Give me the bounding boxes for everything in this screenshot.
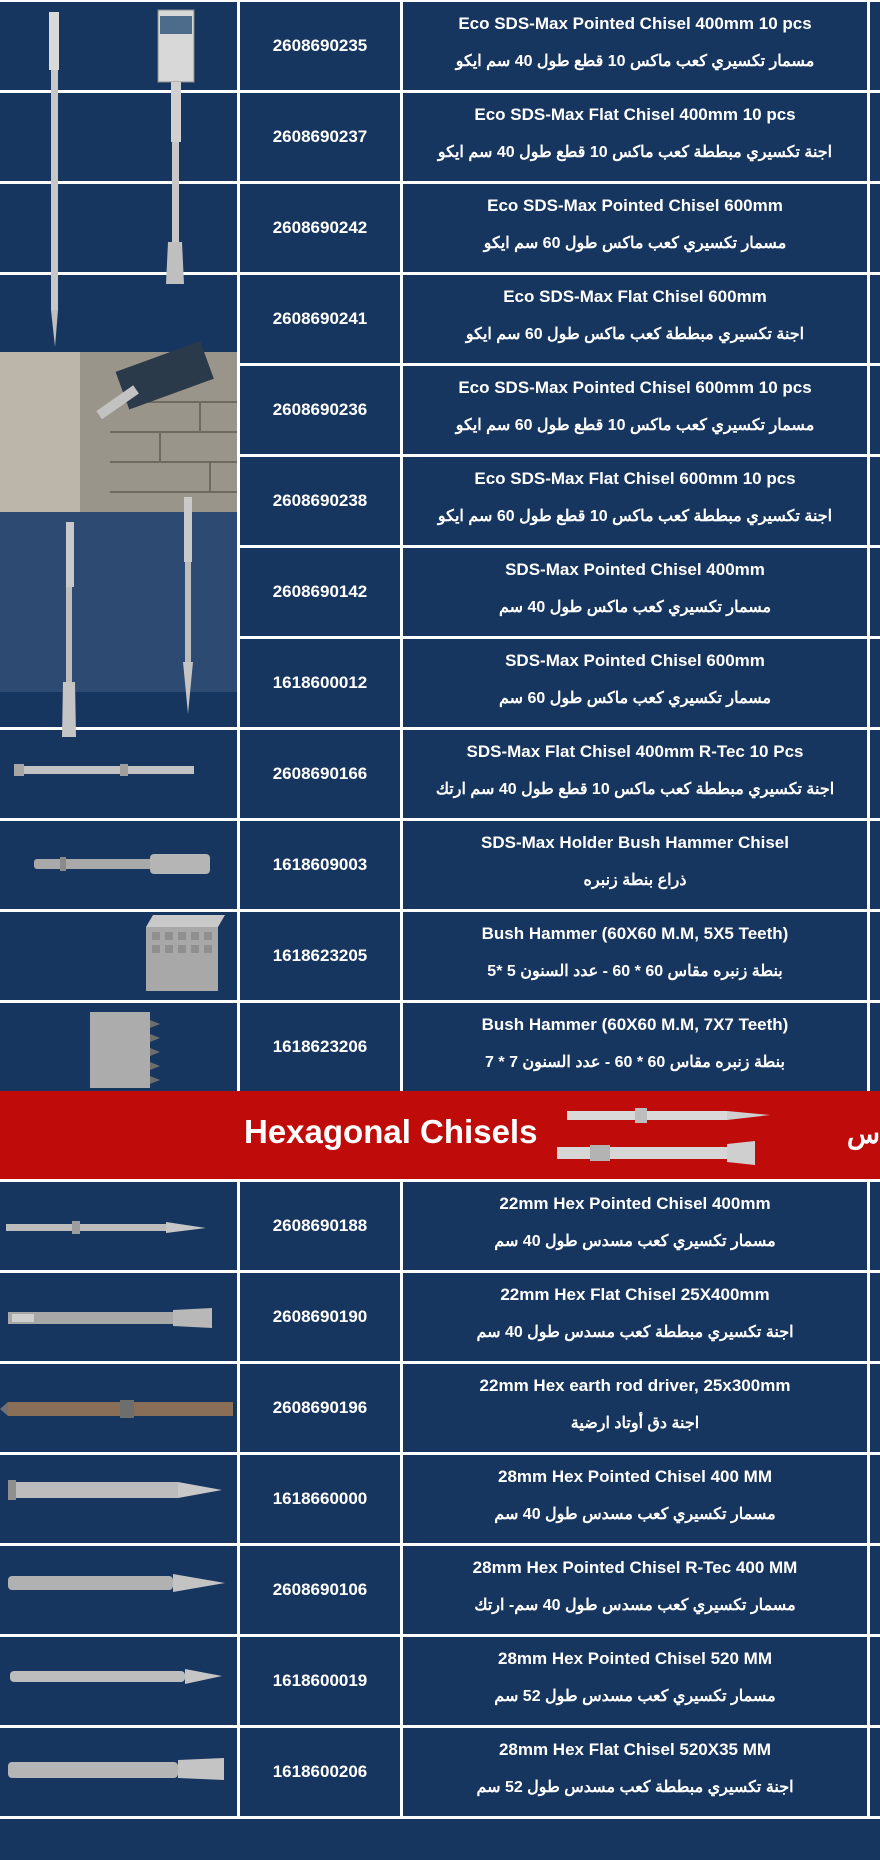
edge-strip	[870, 639, 880, 727]
hex-chisel-illustrations	[0, 1182, 237, 1816]
product-description	[403, 1003, 867, 1091]
product-description	[403, 1546, 867, 1634]
product-name-ar: بنطة زنبره مقاس 60 * 60 - عدد السنون 5 *5	[487, 963, 783, 980]
product-name-en: 22mm Hex Flat Chisel 25X400mm	[500, 1285, 770, 1304]
edge-strip	[870, 1182, 880, 1270]
product-name-en: 22mm Hex Pointed Chisel 400mm	[499, 1194, 771, 1213]
product-name-ar: اجنة تكسيري مبططة كعب ماكس 10 قطع طول 40 سم ايكو	[437, 144, 833, 161]
product-name-ar: اجنة تكسيري مبططة كعب مسدس طول 40 سم	[476, 1324, 794, 1341]
section-title: Hexagonal Chisels	[244, 1113, 538, 1150]
edge-strip	[870, 275, 880, 363]
edge-strip	[870, 1003, 880, 1091]
edge-strip	[870, 93, 880, 181]
product-name-en: Bush Hammer (60X60 M.M, 5X5 Teeth)	[481, 924, 789, 943]
edge-strip	[870, 1728, 880, 1816]
product-description	[403, 639, 867, 727]
product-code: 2608690236	[240, 366, 400, 454]
product-code: 1618623205	[240, 912, 400, 1000]
product-name-ar: مسمار تكسيري كعب مسدس طول 40 سم- ارتك	[474, 1597, 796, 1614]
hex-flat-chisel-520-image	[8, 1758, 224, 1780]
product-name-ar: بنطة زنبره مقاس 60 * 60 - عدد السنون 7 * 7	[485, 1054, 785, 1071]
product-name-en: 28mm Hex Pointed Chisel 400 MM	[498, 1467, 772, 1486]
product-name-en: 28mm Hex Pointed Chisel R-Tec 400 MM	[472, 1558, 798, 1577]
product-description	[403, 821, 867, 909]
product-code: 2608690190	[240, 1273, 400, 1361]
product-description	[403, 1364, 867, 1452]
product-description	[403, 1728, 867, 1816]
product-code: 1618623206	[240, 1003, 400, 1091]
edge-strip	[870, 1273, 880, 1361]
edge-strip	[870, 1455, 880, 1543]
product-name-ar: مسمار تكسيري كعب ماكس طول 60 سم	[498, 690, 772, 707]
product-code: 1618609003	[240, 821, 400, 909]
section-banner	[0, 1091, 880, 1179]
edge-strip	[870, 366, 880, 454]
product-description	[403, 1182, 867, 1270]
product-name-en: Eco SDS-Max Pointed Chisel 400mm 10 pcs	[458, 14, 812, 33]
product-description	[403, 548, 867, 636]
edge-strip	[870, 730, 880, 818]
product-description	[403, 2, 867, 90]
product-name-en: Eco SDS-Max Pointed Chisel 600mm 10 pcs	[458, 378, 812, 397]
chisel-pointed-and-flat-image	[49, 10, 194, 347]
product-code: 2608690237	[240, 93, 400, 181]
product-code: 2608690238	[240, 457, 400, 545]
hex-flat-chisel-image	[8, 1308, 212, 1328]
product-name-en: SDS-Max Holder Bush Hammer Chisel	[481, 833, 789, 852]
hex-pointed-chisel-520-image	[10, 1669, 222, 1684]
product-code: 2608690242	[240, 184, 400, 272]
sds-max-chisel-pair-image	[0, 497, 237, 737]
product-code: 2608690188	[240, 1182, 400, 1270]
product-name-en: Eco SDS-Max Flat Chisel 600mm 10 pcs	[474, 469, 796, 488]
product-code: 1618660000	[240, 1455, 400, 1543]
edge-strip	[870, 548, 880, 636]
demolition-wall-photo	[0, 341, 237, 512]
product-name-en: SDS-Max Flat Chisel 400mm R-Tec 10 Pcs	[466, 742, 804, 761]
edge-strip	[870, 821, 880, 909]
product-name-ar: اجنة تكسيري مبططة كعب ماكس طول 60 سم ايكو	[465, 326, 805, 343]
product-description	[403, 275, 867, 363]
product-code: 2608690106	[240, 1546, 400, 1634]
product-name-en: Eco SDS-Max Pointed Chisel 600mm	[487, 196, 783, 215]
product-code: 1618600019	[240, 1637, 400, 1725]
product-name-ar: اجنة تكسيري مبططة كعب ماكس 10 قطع طول 60 سم ايكو	[437, 508, 833, 525]
section-title-ar-fragment: س	[847, 1119, 880, 1149]
edge-strip	[870, 457, 880, 545]
product-description	[403, 93, 867, 181]
product-name-en: 28mm Hex Flat Chisel 520X35 MM	[498, 1740, 772, 1759]
bush-hammer-holder-image	[34, 854, 210, 874]
product-name-ar: اجنة تكسيري مبططة كعب ماكس 10 قطع طول 40 سم ارتك	[435, 781, 835, 798]
product-description	[403, 1273, 867, 1361]
product-name-en: Eco SDS-Max Flat Chisel 400mm 10 pcs	[474, 105, 796, 124]
edge-strip	[870, 1637, 880, 1725]
product-name-ar: مسمار تكسيري كعب ماكس طول 60 سم ايكو	[483, 235, 787, 252]
product-name-ar: مسمار تكسيري كعب ماكس 10 قطع طول 60 سم ايكو	[455, 417, 815, 434]
product-name-en: SDS-Max Pointed Chisel 400mm	[505, 560, 765, 579]
product-name-ar: اجنة تكسيري مبططة كعب مسدس طول 52 سم	[476, 1779, 794, 1796]
hex-pointed-chisel-image	[6, 1221, 206, 1234]
hex-pointed-chisel-28mm-image	[8, 1480, 222, 1500]
product-description	[403, 1455, 867, 1543]
product-description	[403, 912, 867, 1000]
product-code: 2608690166	[240, 730, 400, 818]
bush-hammer-5x5-image	[146, 915, 225, 991]
product-name-en: 28mm Hex Pointed Chisel 520 MM	[498, 1649, 772, 1668]
product-description	[403, 730, 867, 818]
product-description	[403, 457, 867, 545]
edge-strip	[870, 2, 880, 90]
hex-chisel-pair-icon	[555, 1097, 785, 1173]
footer-strip	[0, 1819, 880, 1860]
product-name-ar: مسمار تكسيري كعب ماكس طول 40 سم	[498, 599, 772, 616]
product-code: 1618600206	[240, 1728, 400, 1816]
product-name-ar: مسمار تكسيري كعب مسدس طول 40 سم	[494, 1506, 776, 1523]
hex-pointed-chisel-rtec-image	[8, 1574, 225, 1592]
section-illustrations	[0, 2, 237, 1091]
product-name-en: Eco SDS-Max Flat Chisel 600mm	[503, 287, 767, 306]
edge-strip	[870, 912, 880, 1000]
edge-strip	[870, 1364, 880, 1452]
product-code: 2608690235	[240, 2, 400, 90]
product-description	[403, 184, 867, 272]
product-name-en: 22mm Hex earth rod driver, 25x300mm	[479, 1376, 791, 1395]
product-name-en: SDS-Max Pointed Chisel 600mm	[505, 651, 765, 670]
product-description	[403, 366, 867, 454]
product-name-ar: مسمار تكسيري كعب مسدس طول 52 سم	[494, 1688, 776, 1705]
flat-chisel-image	[14, 764, 194, 776]
edge-strip	[870, 1546, 880, 1634]
product-name-ar: اجنة دق أوتاد ارضية	[570, 1415, 700, 1432]
product-name-ar: مسمار تكسيري كعب ماكس 10 قطع طول 40 سم ايكو	[455, 53, 815, 70]
earth-rod-driver-image	[0, 1400, 233, 1418]
edge-strip	[870, 184, 880, 272]
bush-hammer-7x7-image	[90, 1012, 160, 1088]
product-name-ar: ذراع بنطة زنبره	[583, 872, 687, 889]
product-code: 2608690196	[240, 1364, 400, 1452]
product-code: 2608690142	[240, 548, 400, 636]
product-name-ar: مسمار تكسيري كعب مسدس طول 40 سم	[494, 1233, 776, 1250]
product-code: 2608690241	[240, 275, 400, 363]
product-description	[403, 1637, 867, 1725]
product-name-en: Bush Hammer (60X60 M.M, 7X7 Teeth)	[481, 1015, 789, 1034]
product-code: 1618600012	[240, 639, 400, 727]
